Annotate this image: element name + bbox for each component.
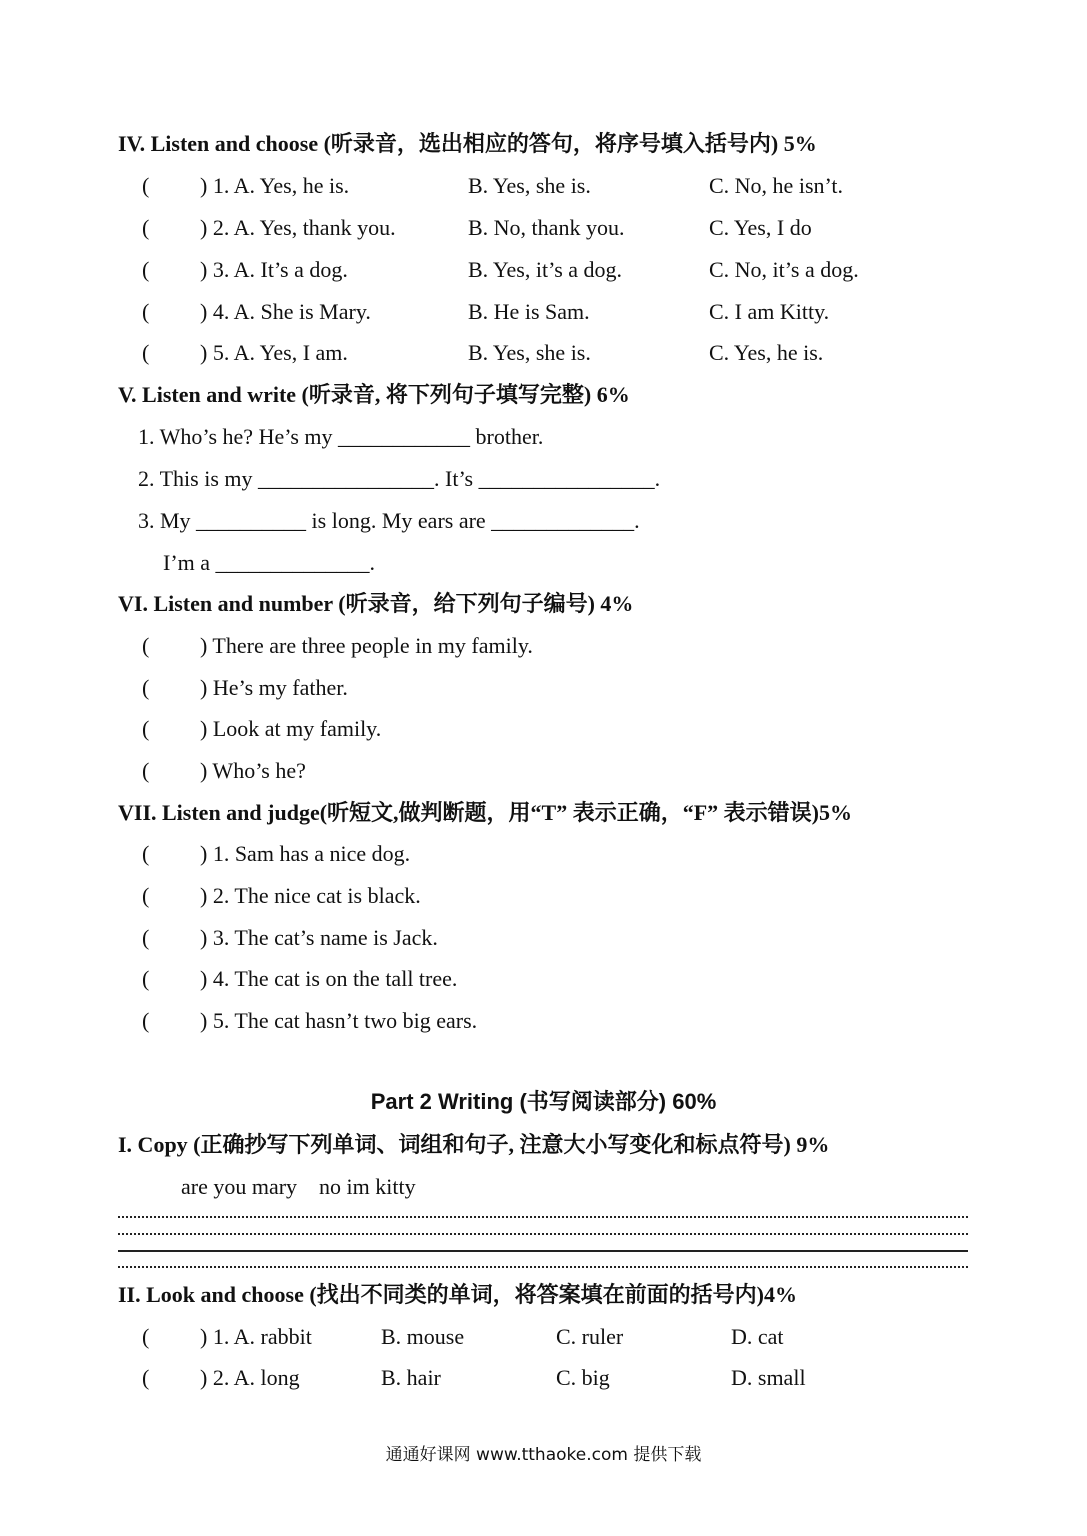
part-2-title: Part 2 Writing (书写阅读部分) 60% [370,1089,717,1114]
answer-paren[interactable]: ( [142,966,150,991]
section-6-heading: VI. Listen and number (听录音，给下列句子编号) 4% [118,591,634,616]
option-c: C. ruler [556,1324,624,1349]
answer-paren[interactable]: ( [142,340,150,365]
sentence-text: ) Who’s he? [200,758,306,783]
answer-paren[interactable]: ( [142,633,150,658]
option-b: B. hair [381,1365,441,1390]
fill-in-line[interactable]: 1. Who’s he? He’s my ____________ brother. [138,424,544,449]
answer-paren[interactable]: ( [142,299,150,324]
page-footer: 通通好课网 www.tthaoke.com 提供下载 [385,1445,702,1465]
answer-paren[interactable]: ( [142,1324,150,1349]
sentence-text: ) There are three people in my family. [200,633,533,658]
option-c: C. I am Kitty. [709,299,830,324]
option-a: ) 1. A. Yes, he is. [200,173,350,198]
fill-in-line[interactable]: 2. This is my ________________. It’s ________________. [138,466,661,491]
option-a: ) 3. A. It’s a dog. [200,257,348,282]
writing-guide-line[interactable] [118,1233,968,1235]
statement-text: ) 5. The cat hasn’t two big ears. [200,1008,478,1033]
writing-2-heading: II. Look and choose (找出不同类的单词，将答案填在前面的括号内)4% [118,1282,797,1307]
answer-paren[interactable]: ( [142,675,150,700]
fill-in-line[interactable]: 3. My __________ is long. My ears are _____________. [138,508,640,533]
answer-paren[interactable]: ( [142,758,150,783]
statement-text: ) 1. Sam has a nice dog. [200,841,411,866]
option-b: B. He is Sam. [468,299,590,324]
copy-source-text: are you mary no im kitty [181,1174,416,1199]
option-c: C. Yes, he is. [709,340,824,365]
answer-paren[interactable]: ( [142,257,150,282]
option-a: ) 1. A. rabbit [200,1324,312,1349]
option-c: C. No, he isn’t. [709,173,844,198]
sentence-text: ) Look at my family. [200,716,382,741]
fill-in-line[interactable]: I’m a ______________. [163,550,376,575]
answer-paren[interactable]: ( [142,1365,150,1390]
sentence-text: ) He’s my father. [200,675,348,700]
answer-paren[interactable]: ( [142,1008,150,1033]
option-a: ) 4. A. She is Mary. [200,299,371,324]
option-a: ) 2. A. long [200,1365,300,1390]
option-b: B. Yes, she is. [468,340,591,365]
section-7-heading: VII. Listen and judge(听短文,做判断题，用“T” 表示正确，“F” 表示错误)5% [118,800,852,825]
option-d: D. cat [731,1324,784,1349]
answer-paren[interactable]: ( [142,841,150,866]
writing-guide-line[interactable] [118,1266,968,1268]
answer-paren[interactable]: ( [142,173,150,198]
option-a: ) 5. A. Yes, I am. [200,340,348,365]
writing-1-heading: I. Copy (正确抄写下列单词、词组和句子, 注意大小写变化和标点符号) 9% [118,1132,830,1157]
option-b: B. Yes, it’s a dog. [468,257,623,282]
section-5-heading: V. Listen and write (听录音, 将下列句子填写完整) 6% [118,382,630,407]
statement-text: ) 4. The cat is on the tall tree. [200,966,458,991]
statement-text: ) 3. The cat’s name is Jack. [200,925,438,950]
writing-guide-line[interactable] [118,1216,968,1218]
option-b: B. Yes, she is. [468,173,591,198]
option-c: C. big [556,1365,610,1390]
option-b: B. No, thank you. [468,215,625,240]
writing-base-line[interactable] [118,1250,968,1252]
answer-paren[interactable]: ( [142,883,150,908]
option-c: C. Yes, I do [709,215,812,240]
option-d: D. small [731,1365,806,1390]
option-c: C. No, it’s a dog. [709,257,859,282]
section-4-heading: IV. Listen and choose (听录音，选出相应的答句，将序号填入括号内) 5% [118,131,817,156]
answer-paren[interactable]: ( [142,215,150,240]
answer-paren[interactable]: ( [142,716,150,741]
answer-paren[interactable]: ( [142,925,150,950]
option-a: ) 2. A. Yes, thank you. [200,215,396,240]
option-b: B. mouse [381,1324,465,1349]
statement-text: ) 2. The nice cat is black. [200,883,421,908]
